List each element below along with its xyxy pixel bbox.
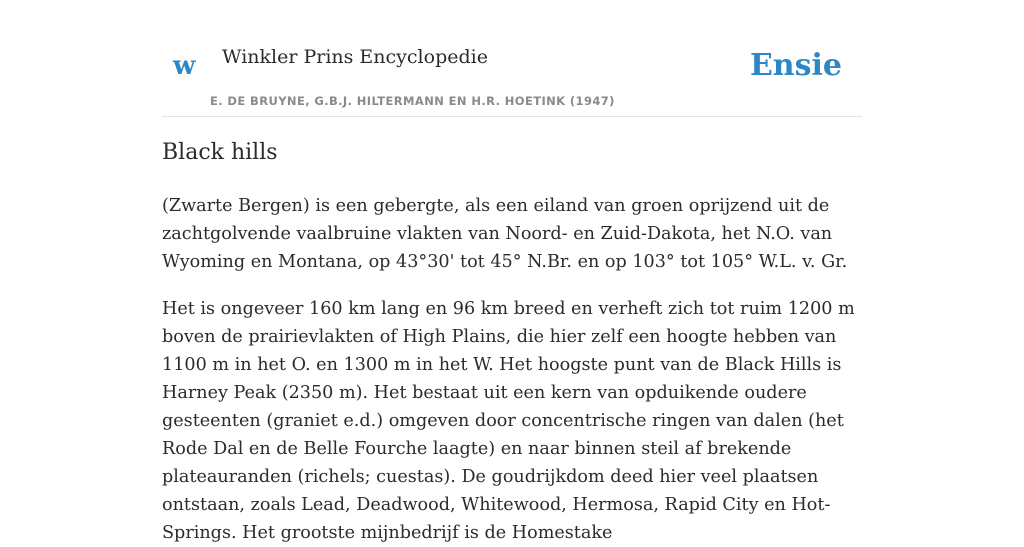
page: [162, 0, 862, 543]
entry-paragraph: (Zwarte Bergen) is een gebergte, als een eiland van groen oprijzend uit de zachtgolvende vaalbruine vlakten van Noord- en Zuid-Dakota, het N.O. van Wyoming en Montana, op 43°30' tot 45° N.Br. en op 103° tot 105° W.L. v. Gr.: [162, 196, 848, 272]
entry-paragraph: Het is ongeveer 160 km lang en 96 km breed en verheft zich tot ruim 1200 m boven de prairievlakten of High Plains, die hier zelf een hoogte hebben van 1100 m in het O. en 1300 m in het W. Het hoogste punt van de Black Hills is Harney Peak (2350 m). Het bestaat uit een kern van opduikende oudere gesteenten (graniet e.d.) omgeven door concentrische ringen van dalen (het Rode Dal en de Belle Fourche laagte) en naar binnen steil af brekende plateauranden (richels; cuestas). De goudrijkdom deed hier veel plaatsen ontstaan, zoals Lead, Deadwood, Whitewood, Hermosa, Rapid City en Hot-Springs. Het grootste mijnbedrijf is de Homestake: [162, 299, 855, 543]
header: [162, 0, 862, 117]
brand-logo[interactable]: Ensie: [749, 48, 842, 83]
entry-title: Black hills: [162, 140, 278, 165]
publication-title[interactable]: Winkler Prins Encyclopedie: [222, 46, 488, 68]
publication-authors: E. DE BRUYNE, G.B.J. HILTERMANN EN H.R. HOETINK (1947): [210, 94, 615, 108]
encyclopedia-logo[interactable]: w: [173, 51, 196, 81]
